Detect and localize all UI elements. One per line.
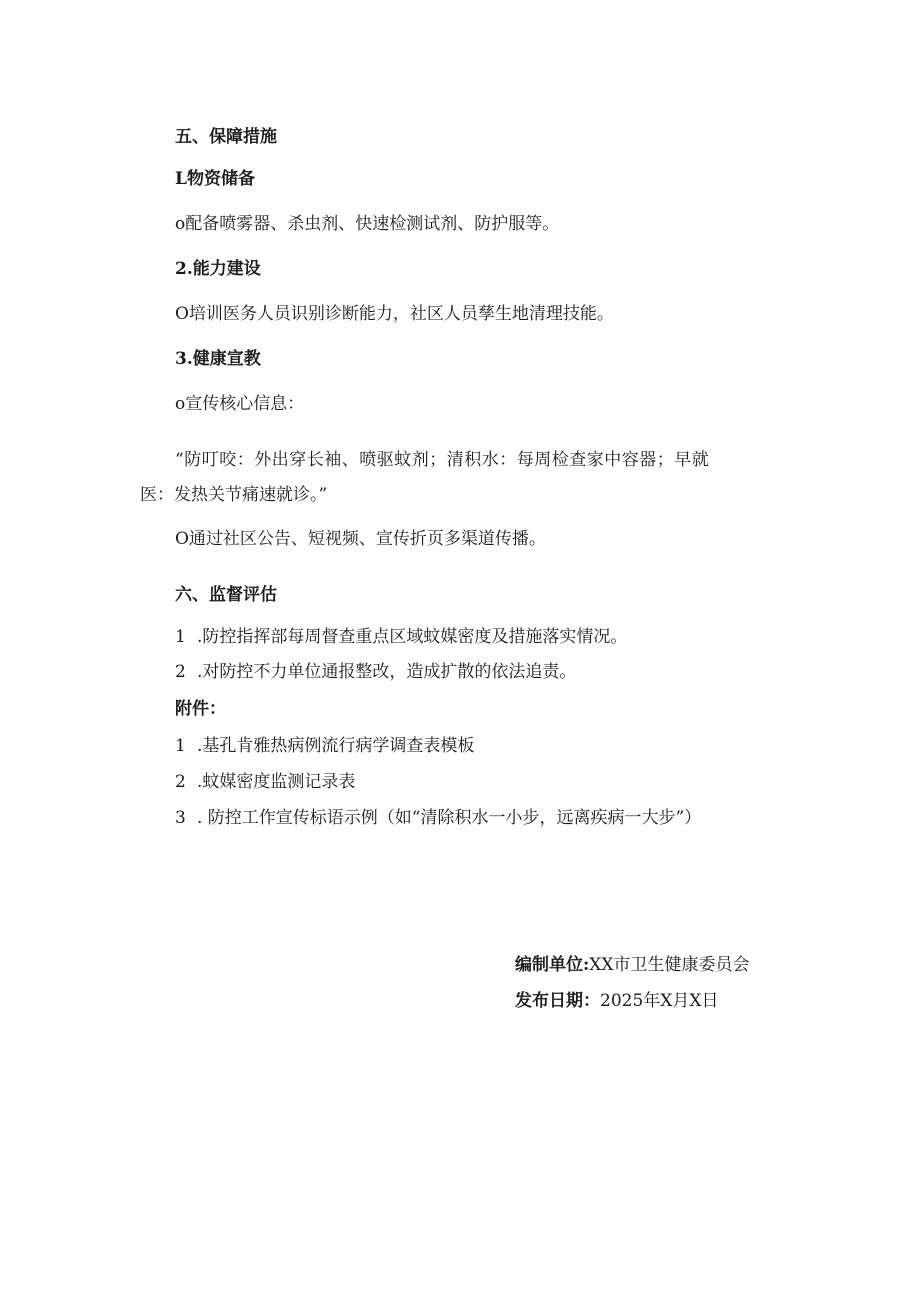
footer-date <box>515 990 718 1012</box>
attachments-heading: 附件： <box>175 699 226 719</box>
list-number: 2 <box>175 772 186 792</box>
list-item <box>175 807 701 829</box>
quote-line-2: 医：发热关节痛速就诊。” <box>140 485 328 505</box>
section6-heading: 六、监督评估 <box>175 585 277 605</box>
list-text: .基孔肯雅热病例流行病学调查表模板 <box>197 736 475 756</box>
sub3-item-2: O通过社区公告、短视频、宣传折页多渠道传播。 <box>175 529 546 549</box>
date-label: 发布日期： <box>515 991 600 1011</box>
section5-heading: 五、保障措施 <box>175 127 277 147</box>
org-value: XX市卫生健康委员会 <box>589 955 750 975</box>
list-item <box>175 771 355 793</box>
list-text: .防控指挥部每周督查重点区域蚊媒密度及措施落实情况。 <box>197 627 628 647</box>
quote-line-1: “防叮咬：外出穿长袖、喷驱蚊剂；清积水：每周检查家中容器；早就 <box>175 450 710 470</box>
list-text: . 防控工作宣传标语示例（如“清除积水一小步，远离疾病一大步”） <box>197 808 702 828</box>
sub2-item: O培训医务人员识别诊断能力，社区人员孳生地清理技能。 <box>175 304 614 324</box>
footer-org <box>515 954 750 976</box>
list-number: 3 <box>175 808 186 828</box>
sub1-item: o配备喷雾器、杀虫剂、快速检测试剂、防护服等。 <box>175 214 560 234</box>
sub3-title: 3.健康宣教 <box>175 349 261 369</box>
list-item <box>175 626 627 648</box>
list-item <box>175 735 474 757</box>
org-label: 编制单位: <box>515 955 590 975</box>
list-text: .对防控不力单位通报整改，造成扩散的依法追责。 <box>197 662 577 682</box>
sub2-title: 2.能力建设 <box>175 259 261 279</box>
list-text: .蚊媒密度监测记录表 <box>197 772 356 792</box>
date-value: 2025年X月X日 <box>600 991 719 1011</box>
list-number: 1 <box>175 627 186 647</box>
list-item <box>175 661 576 683</box>
list-number: 1 <box>175 736 186 756</box>
sub1-title: L物资储备 <box>175 169 255 189</box>
list-number: 2 <box>175 662 186 682</box>
sub3-item-1: o宣传核心信息： <box>175 394 305 414</box>
